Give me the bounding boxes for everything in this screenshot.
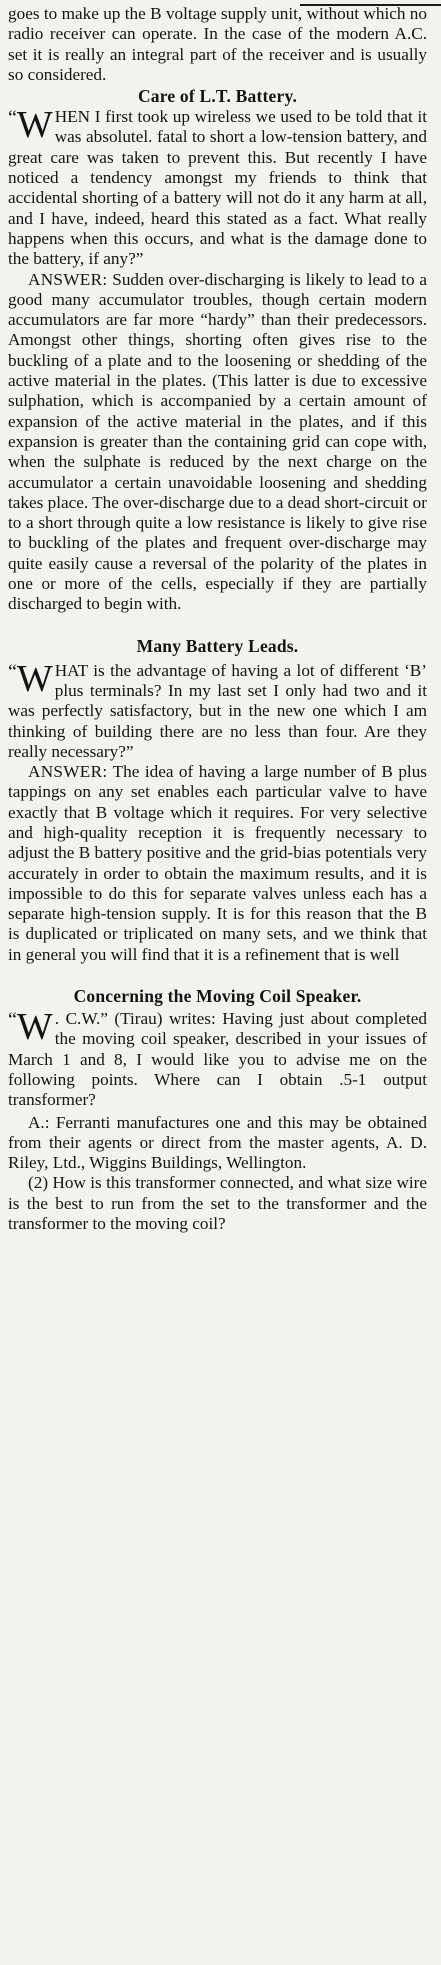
question-2-quote: “ (8, 660, 17, 683)
question-1-dropcap: W (16, 104, 53, 147)
newspaper-column (0, 4, 441, 1965)
question-3-quote: “ (8, 1009, 17, 1032)
answer-2-label: ANSWER: (28, 762, 108, 782)
question-3-dropcap: W (16, 1006, 53, 1049)
question-1-body: HEN I first took up wireless we used to be told that it was absolutel. fatal to short a low-tension battery, and great care was taken to prevent this. But recently I have noticed a tendency amongst my friends to think that accidental shorting of a battery will not do it any harm at all, and I have, indeed, heard this stated as a fact. What really happens when this occurs, and what is the damage done to the battery, if any?” (8, 107, 427, 269)
question-1 (8, 104, 427, 269)
intro-paragraph: goes to make up the B voltage supply unit, without which no radio receiver can operate. In the case of the modern A.C. set it is really an integral part of the receiver and is usually so considered. (8, 4, 427, 84)
answer-2-body: The idea of having a large number of B plus tappings on any set enables each particular valve to have exactly that B voltage which it requires. For very selective and high-quality reception it is frequently necessary to adjust the B battery positive and the grid-bias potentials very accurately in order to obtain the maximum results, and it is impossible to do this for separate valves unless each has a separate high-tension supply. It is for this reason that the B is duplicated or triplicated on many sets, and we think that in general you will find that it is a refinement that is well (8, 762, 427, 964)
question-3-part-2: (2) How is this transformer connected, and what size wire is the best to run from the set to the transformer and the transformer to the moving coil? (8, 1173, 427, 1234)
question-2-body: HAT is the advantage of having a lot of different ‘B’ plus terminals? In my last set I only had two and it was perfectly satisfactory, but in the new one which I am thinking of building there are no less than four. Are they really necessary?” (8, 660, 427, 761)
answer-1-label: ANSWER: (28, 269, 108, 289)
answer-1-body: Sudden over-discharging is likely to lead to a good many accumulator troubles, though certain modern accumulators are far more “hardy” than their predecessors. Amongst other things, shorting often gives rise to the buckling of a plate and to the loosening or shedding of the active material in the plates. (This latter is due to excessive sulphation, which is accompanied by a certain amount of expansion of the active material in the plates, and if this expansion is greater than the containing grid can cope with, when the sulphate is reduced by the next charge on the accumulator a certain unavoidable loosening and shedding takes place. The over-discharge due to a dead short-circuit or to a short through quite a low resistance is likely to give rise to buckling of the plates and frequent over-discharge may quite easily cause a reversal of the polarity of the plates in one or more of the cells, especially if they are partially discharged to begin with. (8, 269, 427, 614)
heading-moving-coil-speaker: Concerning the Moving Coil Speaker. (73, 986, 362, 1007)
answer-1 (8, 270, 427, 615)
heading-care-of-lt-battery: Care of L.T. Battery. (137, 86, 298, 107)
column-top-rule (300, 4, 441, 6)
question-2 (8, 657, 427, 762)
heading-many-battery-leads: Many Battery Leads. (136, 635, 299, 656)
answer-2 (8, 762, 427, 965)
question-3 (8, 1006, 427, 1110)
question-3-body: . C.W.” (Tirau) writes: Having just about completed the moving coil speaker, described in your issues of March 1 and 8, I would like you to advise me on the following points. Where can I obtain .5-1 output transformer? (8, 1009, 427, 1110)
question-2-dropcap: W (16, 657, 53, 700)
answer-3: A.: Ferranti manufactures one and this may be obtained from their agents or direct from the master agents, A. D. Riley, Ltd., Wiggins Buildings, Wellington. (8, 1112, 427, 1173)
question-1-quote: “ (8, 107, 17, 130)
